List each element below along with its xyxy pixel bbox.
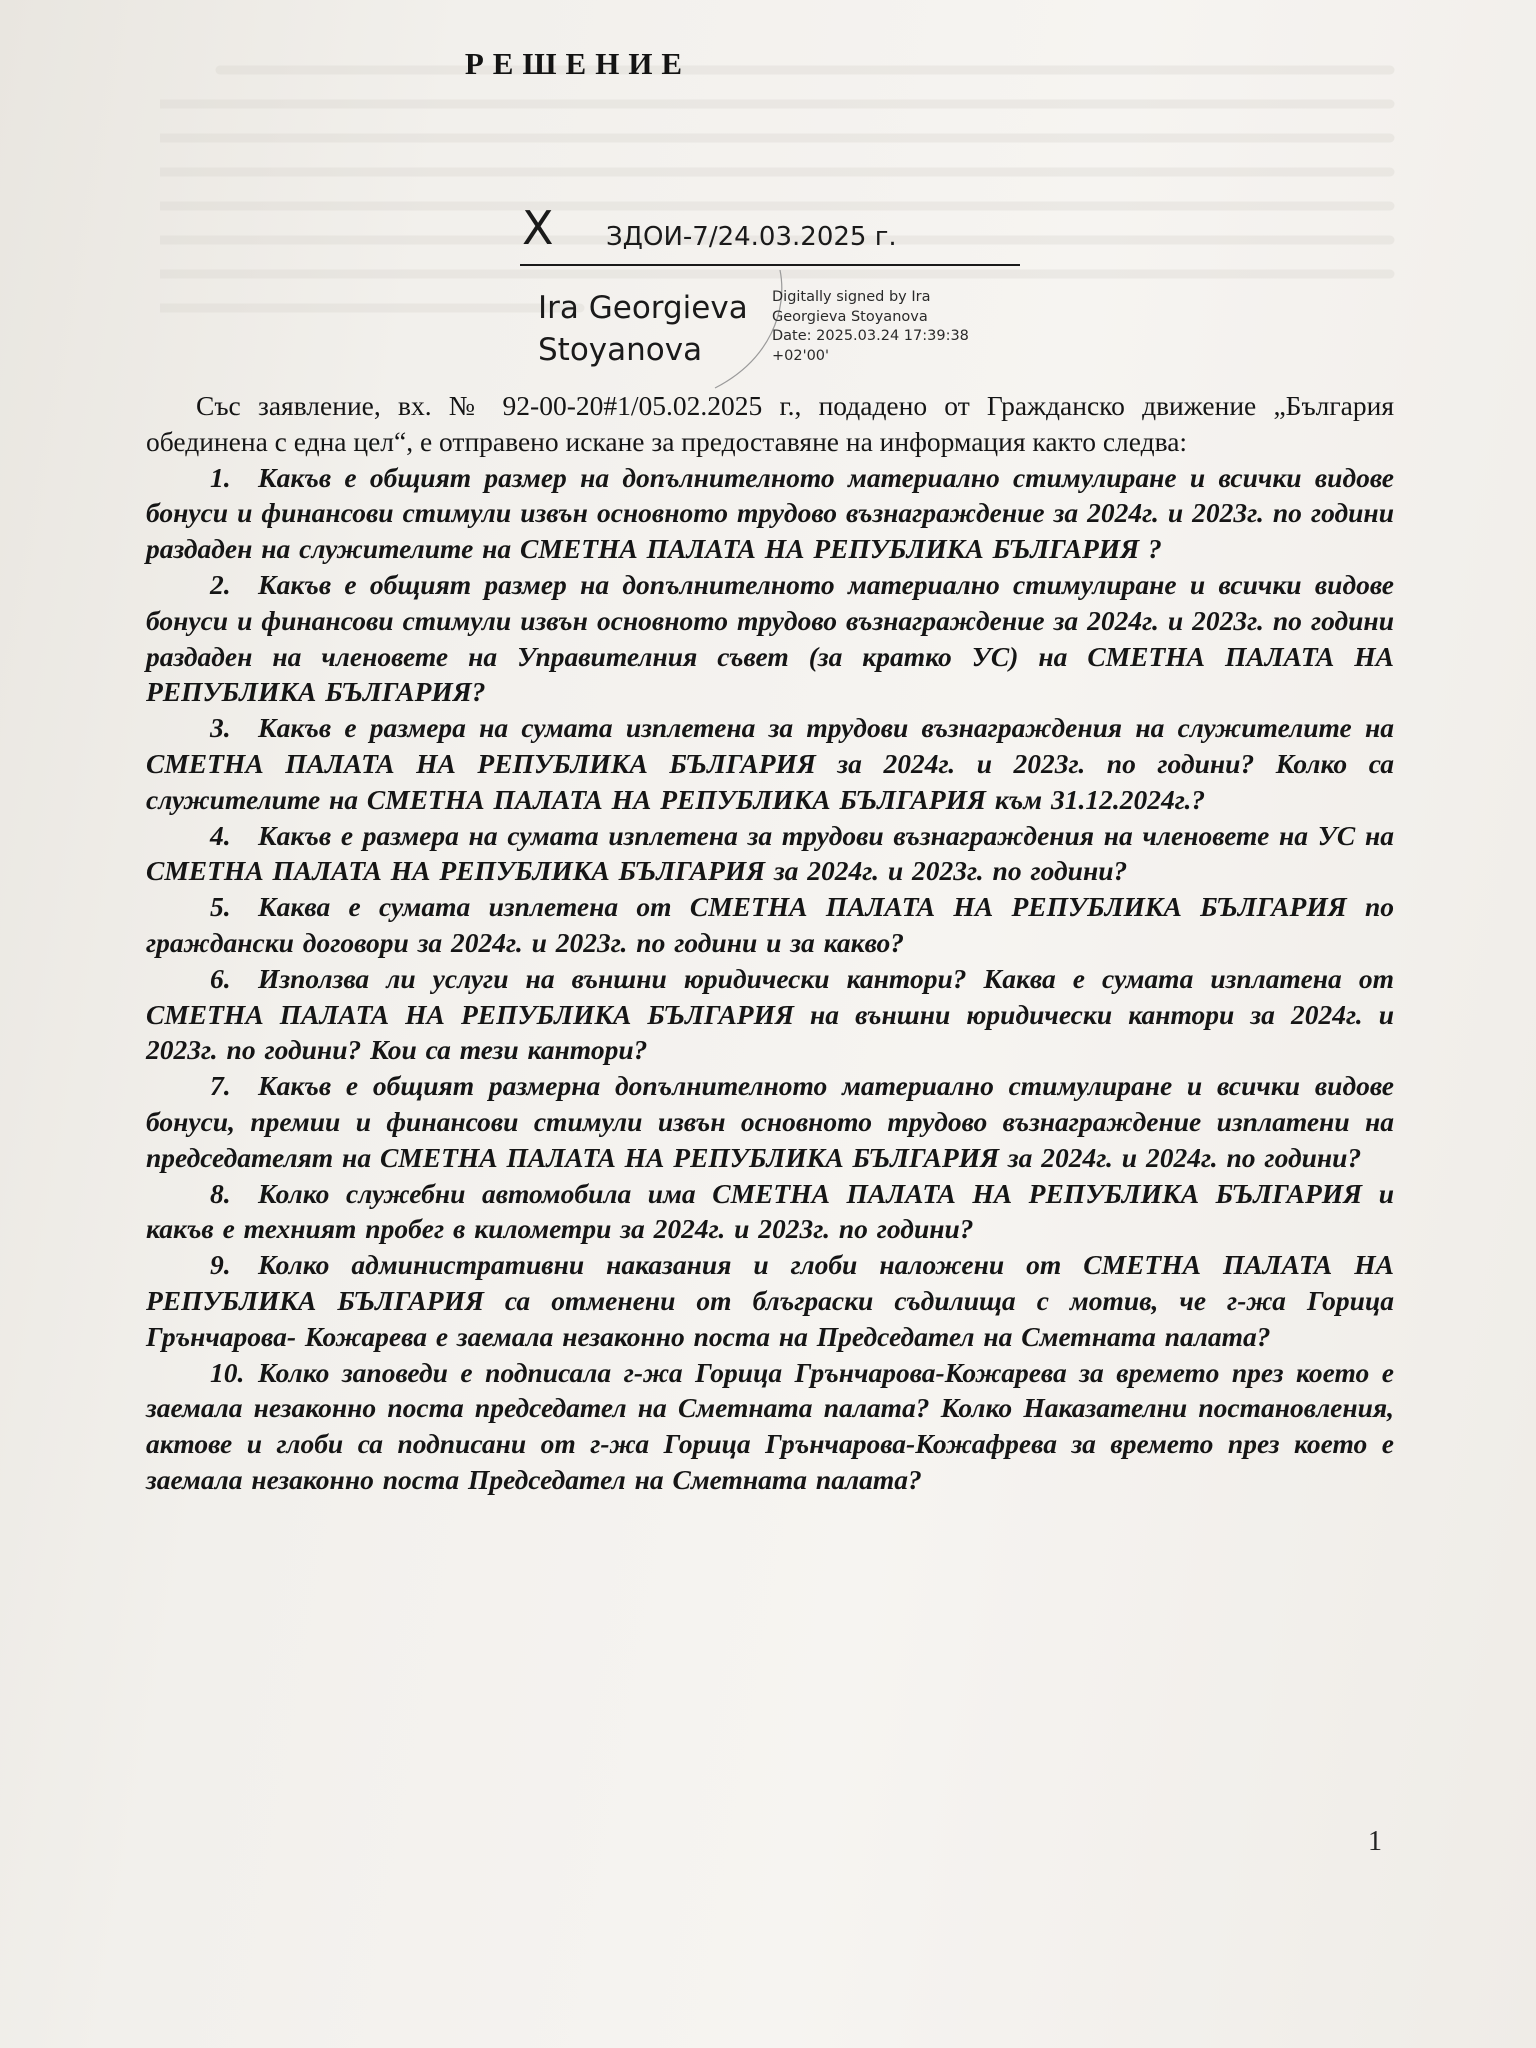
question-text: Каква е сумата изплетена от СМЕТНА ПАЛАТА НА РЕПУБЛИКА БЪЛГАРИЯ по граждански договори за 2024г. и 2023г. по години и за какво? bbox=[146, 891, 1394, 958]
intro-paragraph: Със заявление, вх. № 92-00-20#1/05.02.2025 г., подадено от Гражданско движение „България обединена с една цел“, е отправено искане за предоставяне на информация както следва: bbox=[146, 390, 1394, 457]
digital-signature bbox=[520, 200, 1040, 390]
question-number: 1. bbox=[210, 461, 231, 493]
question-item bbox=[146, 961, 1394, 1068]
question-number: 7. bbox=[210, 1070, 231, 1102]
signature-detail-line: +02'00' bbox=[772, 347, 830, 364]
question-number: 2. bbox=[210, 568, 231, 600]
document-number: ЗДОИ-7/24.03.2025 г. bbox=[606, 222, 897, 252]
signature-detail-line: Date: 2025.03.24 17:39:38 bbox=[772, 328, 969, 344]
page-number: 1 bbox=[1368, 1826, 1382, 1857]
signature-line bbox=[520, 264, 1020, 266]
signature-details bbox=[772, 288, 969, 366]
signature-mark: X bbox=[522, 201, 554, 255]
signature-detail-line: Digitally signed by Ira bbox=[772, 289, 931, 305]
question-item bbox=[146, 710, 1394, 817]
question-text: Какъв е общият размер на допълнителното материално стимулиране и всички видове бонуси и финансови стимули извън основното трудово възнаграждение за 2024г. и 2023г. по години раздаден на членовете на Управителния съвет (за кратко УС) на СМЕТНА ПАЛАТА НА РЕПУБЛИКА БЪЛГАРИЯ? bbox=[146, 568, 1394, 708]
question-number: 6. bbox=[210, 962, 231, 994]
question-text: Колко административни наказания и глоби наложени от СМЕТНА ПАЛАТА НА РЕПУБЛИКА БЪЛГАРИЯ са отменени от блъграски съдилища с мотив, че г-жа Горица Грънчарова- Кожарева е заемала незаконно поста на Председател на Сметната палата? bbox=[146, 1249, 1394, 1352]
question-text: Използва ли услуги на външни юридически кантори? Каква е сумата изплатена от СМЕТНА ПАЛАТА НА РЕПУБЛИКА БЪЛГАРИЯ на външни юридически кантори за 2024г. и 2023г. по години? Кои са тези кантори? bbox=[146, 962, 1394, 1066]
question-number: 3. bbox=[210, 712, 231, 744]
question-text: Колко заповеди е подписала г-жа Горица Грънчарова-Кожарева за времето през което е заемала незаконно поста председател на Сметната палата? Колко Наказателни постановления, актове и глоби са подписани от г-жа Горица Грънчарова-Кожафрева за времето през което е заемала незаконно поста Председател на Сметната палата? bbox=[146, 1356, 1394, 1495]
question-number: 8. bbox=[210, 1177, 231, 1209]
signer-name-line1: Ira Georgieva bbox=[538, 290, 748, 326]
question-item bbox=[146, 1355, 1394, 1498]
question-number: 9. bbox=[210, 1249, 231, 1281]
signer-name-line2: Stoyanova bbox=[538, 332, 703, 368]
question-number: 4. bbox=[210, 819, 231, 851]
question-text: Какъв е размера на сумата изплетена за трудови възнаграждения на членовете на УС на СМЕТНА ПАЛАТА НА РЕПУБЛИКА БЪЛГАРИЯ за 2024г. и 2023г. по години? bbox=[146, 819, 1394, 887]
question-item bbox=[146, 1068, 1394, 1175]
question-item bbox=[146, 818, 1394, 890]
question-text: Какъв е размера на сумата изплетена за трудови възнаграждения на служителите на СМЕТНА ПАЛАТА НА РЕПУБЛИКА БЪЛГАРИЯ за 2024г. и 2023г. по години? Колко са служителите на СМЕТНА ПАЛАТА НА РЕПУБЛИКА БЪЛГАРИЯ към 31.12.2024г.? bbox=[146, 712, 1394, 815]
question-item bbox=[146, 460, 1394, 567]
document-title: РЕШЕНИЕ bbox=[464, 46, 692, 81]
question-item bbox=[146, 889, 1394, 961]
question-number: 10. bbox=[210, 1356, 245, 1388]
question-item bbox=[146, 1176, 1394, 1248]
document-body bbox=[146, 388, 1394, 1498]
question-item bbox=[146, 1247, 1394, 1354]
question-number: 5. bbox=[210, 891, 231, 923]
question-text: Колко служебни автомобила има СМЕТНА ПАЛАТА НА РЕПУБЛИКА БЪЛГАРИЯ и какъв е техният пробег в километри за 2024г. и 2023г. по години? bbox=[146, 1177, 1394, 1245]
question-text: Какъв е общият размер на допълнителното материално стимулиране и всички видове бонуси и финансови стимули извън основното трудово възнаграждение за 2024г. и 2023г. по години раздаден на служителите на СМЕТНА ПАЛАТА НА РЕПУБЛИКА БЪЛГАРИЯ ? bbox=[146, 461, 1394, 565]
question-text: Какъв е общият размерна допълнителното материално стимулиране и всички видове бонуси, премии и финансови стимули извън основното трудово възнаграждение изплатени на председателят на СМЕТНА ПАЛАТА НА РЕПУБЛИКА БЪЛГАРИЯ за 2024г. и 2024г. по години? bbox=[146, 1070, 1394, 1173]
question-item bbox=[146, 567, 1394, 710]
signature-detail-line: Georgieva Stoyanova bbox=[772, 308, 928, 325]
